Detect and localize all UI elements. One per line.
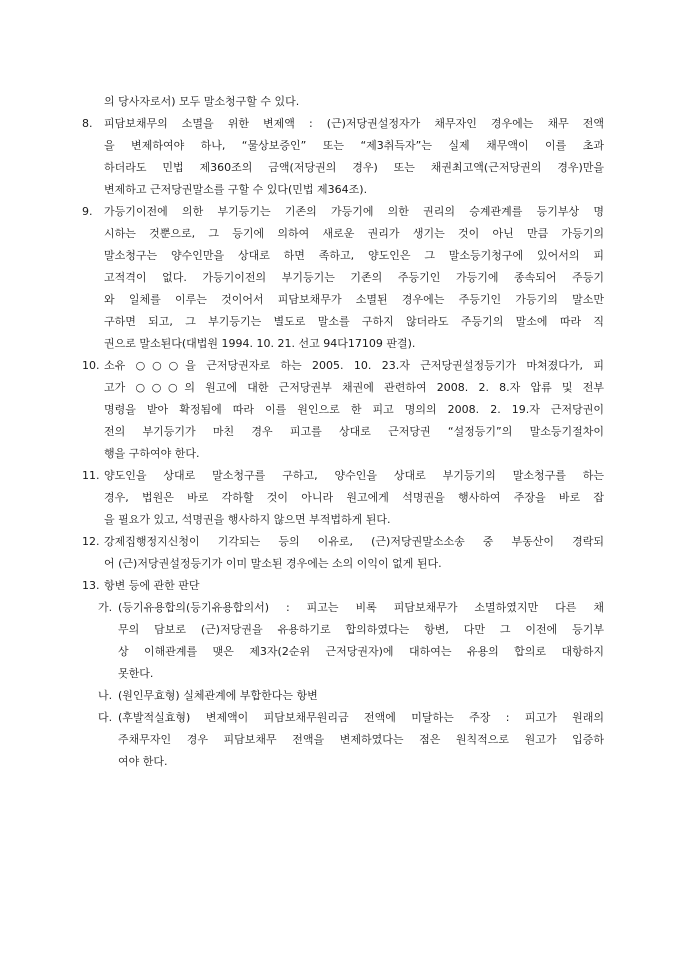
item-9-line-1: 가등기이전에 의한 부기등기는 기존의 가등기에 의한 권리의 승계관계를 등기부상 명 <box>104 205 604 218</box>
item-9-line-3: 말소청구는 양수인만을 상대로 하면 족하고, 양도인은 그 말소등기청구에 있어서의 피 <box>104 249 604 262</box>
item-10-line-3: 명령을 받아 확정됨에 따라 이를 원인으로 한 피고 명의의 2008. 2. 19.자 근저당권이 <box>104 403 604 416</box>
item-12-line-1: 강제집행정지신청이 기각되는 등의 이유로, (근)저당권말소소송 중 부동산이 경락되 <box>104 535 604 548</box>
item-8-number: 8. <box>82 117 93 130</box>
item-13-number: 13. <box>82 579 100 592</box>
subitem-ga-label: 가. <box>98 601 113 614</box>
subitem-ga-line-2: 무의 담보로 (근)저당권을 유용하기로 합의하였다는 항변, 다만 그 이전에 등기부 <box>118 623 604 636</box>
item-11-number: 11. <box>82 469 100 482</box>
item-10-line-5: 행을 구하여야 한다. <box>104 447 200 460</box>
item-10-line-2: 고가 ○○○의 원고에 대한 근저당권부 채권에 관련하여 2008. 2. 8.자 압류 및 전부 <box>104 381 604 394</box>
item-9-line-6: 구하면 되고, 그 부기등기는 별도로 말소를 구하지 않더라도 주등기의 말소에 따라 직 <box>104 315 604 328</box>
subitem-da-line-2: 주채무자인 경우 피담보채무 전액을 변제하였다는 점은 원칙적으로 원고가 입증하 <box>118 733 604 746</box>
subitem-ga-line-1: (등기유용합의(등기유용합의서) : 피고는 비록 피담보채무가 소멸하였지만 다른 채 <box>118 601 604 614</box>
item-12-number: 12. <box>82 535 100 548</box>
item-9-line-2: 시하는 것뿐으로, 그 등기에 의하여 새로운 권리가 생기는 것이 아닌 만큼 가등기의 <box>104 227 604 240</box>
subitem-ga-line-3: 상 이해관계를 맺은 제3자(2순위 근저당권자)에 대하여는 유용의 합의로 대항하지 <box>118 645 604 658</box>
item-13-line-1: 항변 등에 관한 판단 <box>104 579 200 592</box>
item-9-number: 9. <box>82 205 93 218</box>
item-10-line-4: 전의 부기등기가 마친 경우 피고를 상대로 근저당권 “설정등기”의 말소등기절차이 <box>104 425 604 438</box>
item-8-line-1: 피담보채무의 소멸을 위한 변제액 : (근)저당권설정자가 채무자인 경우에는 채무 전액 <box>104 117 604 130</box>
item-8-line-2: 을 변제하여야 하나, “물상보증인” 또는 “제3취득자”는 실제 채무액이 이를 초과 <box>104 139 604 152</box>
subitem-da-label: 다. <box>98 711 113 724</box>
item-8-line-3: 하더라도 민법 제360조의 금액(저당권의 경우) 또는 채권최고액(근저당권의 경우)만을 <box>104 161 604 174</box>
subitem-ga-line-4: 못한다. <box>118 667 154 680</box>
subitem-na-line-1: (원인무효형) 실체관계에 부합한다는 항변 <box>118 689 318 702</box>
subitem-da-line-1: (후발적실효형) 변제액이 피담보채무원리금 전액에 미달하는 주장 : 피고가 원래의 <box>118 711 604 724</box>
item-10-line-1: 소유 ○○○을 근저당권자로 하는 2005. 10. 23.자 근저당권설정등기가 마쳐졌다가, 피 <box>104 359 604 372</box>
item-11-line-2: 경우, 법원은 바로 각하할 것이 아니라 원고에게 석명권을 행사하여 주장을 바로 잡 <box>104 491 604 504</box>
item-9-line-4: 고적격이 없다. 가등기이전의 부기등기는 기존의 주등기인 가등기에 종속되어 주등기 <box>104 271 604 284</box>
item-11-line-3: 을 필요가 있고, 석명권을 행사하지 않으면 부적법하게 된다. <box>104 513 391 526</box>
item-12-line-2: 어 (근)저당권설정등기가 이미 말소된 경우에는 소의 이익이 없게 된다. <box>104 557 442 570</box>
continuation-line: 의 당사자로서) 모두 말소청구할 수 있다. <box>104 95 300 108</box>
subitem-da-line-3: 여야 한다. <box>118 755 168 768</box>
item-8-line-4: 변제하고 근저당권말소를 구할 수 있다(민법 제364조). <box>104 183 368 196</box>
item-9-line-5: 와 일체를 이루는 것이어서 피담보채무가 소멸된 경우에는 주등기인 가등기의 말소만 <box>104 293 604 306</box>
item-9-line-7: 권으로 말소된다(대법원 1994. 10. 21. 선고 94다17109 판결). <box>104 337 416 350</box>
item-11-line-1: 양도인을 상대로 말소청구를 구하고, 양수인을 상대로 부기등기의 말소청구를 하는 <box>104 469 604 482</box>
subitem-na-label: 나. <box>98 689 113 702</box>
item-10-number: 10. <box>82 359 100 372</box>
